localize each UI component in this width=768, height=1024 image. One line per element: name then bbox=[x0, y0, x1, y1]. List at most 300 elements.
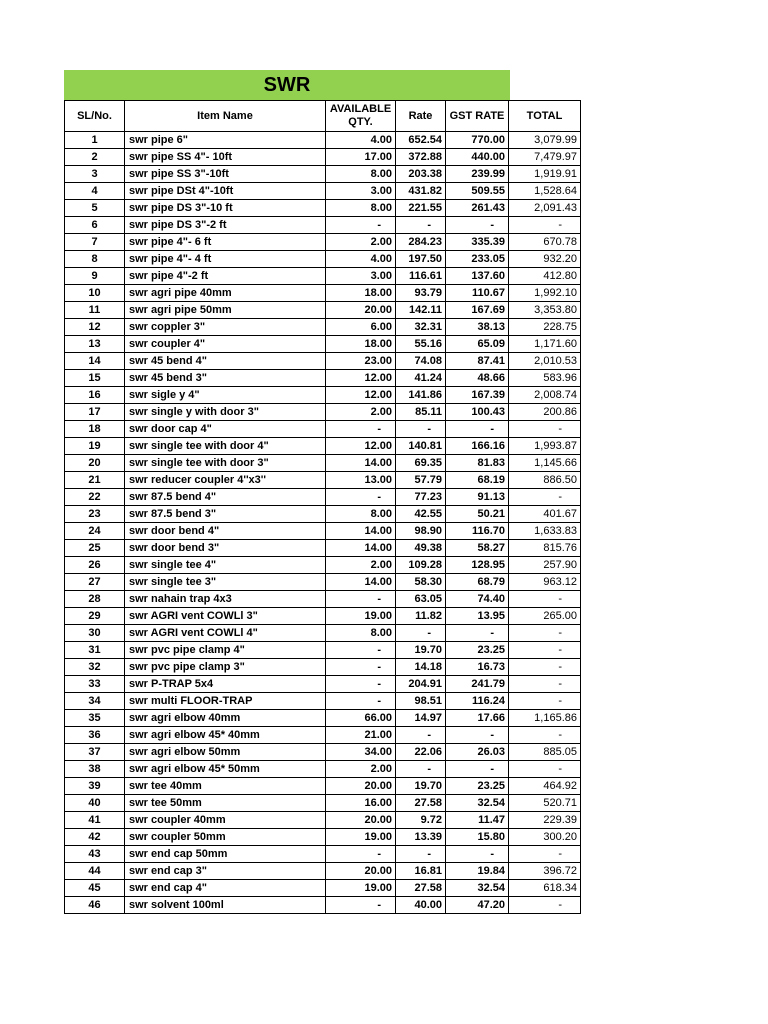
table-row bbox=[65, 234, 581, 251]
rate-cell: 27.58 bbox=[396, 880, 446, 897]
rate-cell: 13.39 bbox=[396, 829, 446, 846]
qty-cell: 3.00 bbox=[326, 183, 396, 200]
sl-no-cell: 12 bbox=[65, 319, 125, 336]
rate-cell: 9.72 bbox=[396, 812, 446, 829]
gst-rate-cell: 261.43 bbox=[446, 200, 509, 217]
qty-cell: 2.00 bbox=[326, 234, 396, 251]
qty-cell: 20.00 bbox=[326, 302, 396, 319]
qty-cell: - bbox=[326, 421, 396, 438]
gst-rate-cell: 110.67 bbox=[446, 285, 509, 302]
item-name-cell: swr agri elbow 45* 50mm bbox=[125, 761, 326, 778]
item-name-cell: swr end cap 50mm bbox=[125, 846, 326, 863]
sl-no-cell: 46 bbox=[65, 897, 125, 914]
gst-rate-cell: 38.13 bbox=[446, 319, 509, 336]
sl-no-cell: 44 bbox=[65, 863, 125, 880]
rate-cell: - bbox=[396, 625, 446, 642]
table-body bbox=[65, 132, 581, 914]
rate-cell: 85.11 bbox=[396, 404, 446, 421]
table-row bbox=[65, 659, 581, 676]
table-row bbox=[65, 829, 581, 846]
total-cell: 1,919.91 bbox=[509, 166, 581, 183]
item-name-cell: swr AGRI vent COWLl 3" bbox=[125, 608, 326, 625]
item-name-cell: swr 87.5 bend 3" bbox=[125, 506, 326, 523]
sl-no-cell: 6 bbox=[65, 217, 125, 234]
sl-no-cell: 35 bbox=[65, 710, 125, 727]
item-name-cell: swr end cap 4" bbox=[125, 880, 326, 897]
gst-rate-cell: - bbox=[446, 217, 509, 234]
sl-no-cell: 17 bbox=[65, 404, 125, 421]
rate-cell: 141.86 bbox=[396, 387, 446, 404]
qty-cell: 2.00 bbox=[326, 761, 396, 778]
gst-rate-cell: 68.19 bbox=[446, 472, 509, 489]
table-row bbox=[65, 880, 581, 897]
item-name-cell: swr agri elbow 50mm bbox=[125, 744, 326, 761]
rate-cell: 16.81 bbox=[396, 863, 446, 880]
rate-cell: 19.70 bbox=[396, 642, 446, 659]
table-row bbox=[65, 200, 581, 217]
rate-cell: - bbox=[396, 761, 446, 778]
item-name-cell: swr pipe DS 3"-10 ft bbox=[125, 200, 326, 217]
total-cell: 1,171.60 bbox=[509, 336, 581, 353]
sl-no-cell: 20 bbox=[65, 455, 125, 472]
rate-cell: 40.00 bbox=[396, 897, 446, 914]
qty-cell: - bbox=[326, 846, 396, 863]
table-row bbox=[65, 353, 581, 370]
item-name-cell: swr single tee 4" bbox=[125, 557, 326, 574]
item-name-cell: swr end cap 3" bbox=[125, 863, 326, 880]
item-name-cell: swr single y with door 3" bbox=[125, 404, 326, 421]
total-cell: - bbox=[509, 693, 581, 710]
total-cell: 1,993.87 bbox=[509, 438, 581, 455]
sl-no-cell: 11 bbox=[65, 302, 125, 319]
qty-cell: 8.00 bbox=[326, 506, 396, 523]
table-row bbox=[65, 370, 581, 387]
sl-no-cell: 40 bbox=[65, 795, 125, 812]
item-name-cell: swr coupler 40mm bbox=[125, 812, 326, 829]
sl-no-cell: 8 bbox=[65, 251, 125, 268]
rate-cell: 27.58 bbox=[396, 795, 446, 812]
rate-cell: 14.97 bbox=[396, 710, 446, 727]
gst-rate-cell: 509.55 bbox=[446, 183, 509, 200]
qty-cell: - bbox=[326, 591, 396, 608]
rate-cell: 41.24 bbox=[396, 370, 446, 387]
sheet-title-text: SWR bbox=[263, 73, 311, 96]
rate-cell: 55.16 bbox=[396, 336, 446, 353]
sl-no-cell: 14 bbox=[65, 353, 125, 370]
qty-cell: 18.00 bbox=[326, 285, 396, 302]
gst-rate-cell: 770.00 bbox=[446, 132, 509, 149]
qty-cell: 17.00 bbox=[326, 149, 396, 166]
total-cell: 3,353.80 bbox=[509, 302, 581, 319]
qty-cell: 21.00 bbox=[326, 727, 396, 744]
item-name-cell: swr single tee with door 4" bbox=[125, 438, 326, 455]
rate-cell: 42.55 bbox=[396, 506, 446, 523]
rate-cell: 140.81 bbox=[396, 438, 446, 455]
table-row bbox=[65, 710, 581, 727]
total-cell: 520.71 bbox=[509, 795, 581, 812]
item-name-cell: swr coupler 4" bbox=[125, 336, 326, 353]
gst-rate-cell: 440.00 bbox=[446, 149, 509, 166]
qty-cell: 14.00 bbox=[326, 540, 396, 557]
table-row bbox=[65, 506, 581, 523]
table-row bbox=[65, 625, 581, 642]
table-row bbox=[65, 268, 581, 285]
sl-no-cell: 3 bbox=[65, 166, 125, 183]
table-row bbox=[65, 285, 581, 302]
total-cell: 228.75 bbox=[509, 319, 581, 336]
sl-no-cell: 29 bbox=[65, 608, 125, 625]
gst-rate-cell: - bbox=[446, 421, 509, 438]
header-sl-no: SL/No. bbox=[65, 101, 125, 132]
qty-cell: - bbox=[326, 489, 396, 506]
gst-rate-cell: 241.79 bbox=[446, 676, 509, 693]
qty-cell: 2.00 bbox=[326, 557, 396, 574]
table-row bbox=[65, 421, 581, 438]
table-row bbox=[65, 744, 581, 761]
total-cell: 583.96 bbox=[509, 370, 581, 387]
gst-rate-cell: 26.03 bbox=[446, 744, 509, 761]
qty-cell: 6.00 bbox=[326, 319, 396, 336]
header-available-qty: AVAILABLE QTY. bbox=[326, 101, 396, 132]
item-name-cell: swr reducer coupler 4''x3'' bbox=[125, 472, 326, 489]
header-gst-rate: GST RATE bbox=[446, 101, 509, 132]
qty-cell: 12.00 bbox=[326, 387, 396, 404]
item-name-cell: swr pvc pipe clamp 4" bbox=[125, 642, 326, 659]
rate-cell: - bbox=[396, 727, 446, 744]
gst-rate-cell: 128.95 bbox=[446, 557, 509, 574]
rate-cell: 203.38 bbox=[396, 166, 446, 183]
item-name-cell: swr door bend 4" bbox=[125, 523, 326, 540]
sl-no-cell: 19 bbox=[65, 438, 125, 455]
item-name-cell: swr agri pipe 40mm bbox=[125, 285, 326, 302]
total-cell: 885.05 bbox=[509, 744, 581, 761]
table-row bbox=[65, 336, 581, 353]
item-name-cell: swr single tee with door 3" bbox=[125, 455, 326, 472]
item-name-cell: swr pipe DSt 4"-10ft bbox=[125, 183, 326, 200]
qty-cell: 13.00 bbox=[326, 472, 396, 489]
item-name-cell: swr agri elbow 45* 40mm bbox=[125, 727, 326, 744]
item-name-cell: swr door bend 3" bbox=[125, 540, 326, 557]
sl-no-cell: 24 bbox=[65, 523, 125, 540]
qty-cell: 20.00 bbox=[326, 812, 396, 829]
rate-cell: 142.11 bbox=[396, 302, 446, 319]
gst-rate-cell: 167.69 bbox=[446, 302, 509, 319]
table-row bbox=[65, 642, 581, 659]
rate-cell: 431.82 bbox=[396, 183, 446, 200]
table-row bbox=[65, 472, 581, 489]
table-row bbox=[65, 540, 581, 557]
total-cell: 963.12 bbox=[509, 574, 581, 591]
gst-rate-cell: 16.73 bbox=[446, 659, 509, 676]
header-item-name: Item Name bbox=[125, 101, 326, 132]
gst-rate-cell: 81.83 bbox=[446, 455, 509, 472]
sl-no-cell: 5 bbox=[65, 200, 125, 217]
total-cell: 1,633.83 bbox=[509, 523, 581, 540]
table-row bbox=[65, 183, 581, 200]
table-row bbox=[65, 489, 581, 506]
total-cell: 1,145.66 bbox=[509, 455, 581, 472]
spreadsheet bbox=[64, 70, 581, 914]
table-row bbox=[65, 897, 581, 914]
sl-no-cell: 41 bbox=[65, 812, 125, 829]
sheet-title bbox=[64, 70, 510, 100]
item-name-cell: swr P-TRAP 5x4 bbox=[125, 676, 326, 693]
item-name-cell: swr pipe SS 4"- 10ft bbox=[125, 149, 326, 166]
sl-no-cell: 18 bbox=[65, 421, 125, 438]
items-table bbox=[64, 100, 581, 914]
total-cell: 300.20 bbox=[509, 829, 581, 846]
rate-cell: 22.06 bbox=[396, 744, 446, 761]
qty-cell: 19.00 bbox=[326, 880, 396, 897]
header-total: TOTAL bbox=[509, 101, 581, 132]
gst-rate-cell: 87.41 bbox=[446, 353, 509, 370]
gst-rate-cell: 166.16 bbox=[446, 438, 509, 455]
item-name-cell: swr tee 50mm bbox=[125, 795, 326, 812]
sl-no-cell: 2 bbox=[65, 149, 125, 166]
qty-cell: 20.00 bbox=[326, 778, 396, 795]
total-cell: - bbox=[509, 659, 581, 676]
total-cell: 7,479.97 bbox=[509, 149, 581, 166]
qty-cell: 66.00 bbox=[326, 710, 396, 727]
total-cell: - bbox=[509, 676, 581, 693]
item-name-cell: swr tee 40mm bbox=[125, 778, 326, 795]
rate-cell: 19.70 bbox=[396, 778, 446, 795]
gst-rate-cell: 32.54 bbox=[446, 880, 509, 897]
qty-cell: 20.00 bbox=[326, 863, 396, 880]
gst-rate-cell: 15.80 bbox=[446, 829, 509, 846]
sl-no-cell: 32 bbox=[65, 659, 125, 676]
table-row bbox=[65, 778, 581, 795]
total-cell: 2,010.53 bbox=[509, 353, 581, 370]
rate-cell: 98.90 bbox=[396, 523, 446, 540]
sl-no-cell: 42 bbox=[65, 829, 125, 846]
sl-no-cell: 22 bbox=[65, 489, 125, 506]
gst-rate-cell: 13.95 bbox=[446, 608, 509, 625]
total-cell: 886.50 bbox=[509, 472, 581, 489]
gst-rate-cell: 100.43 bbox=[446, 404, 509, 421]
item-name-cell: swr pipe DS 3"-2 ft bbox=[125, 217, 326, 234]
gst-rate-cell: 239.99 bbox=[446, 166, 509, 183]
item-name-cell: swr pipe SS 3"-10ft bbox=[125, 166, 326, 183]
total-cell: - bbox=[509, 591, 581, 608]
qty-cell: - bbox=[326, 659, 396, 676]
gst-rate-cell: 17.66 bbox=[446, 710, 509, 727]
sl-no-cell: 13 bbox=[65, 336, 125, 353]
qty-cell: 18.00 bbox=[326, 336, 396, 353]
table-row bbox=[65, 438, 581, 455]
sl-no-cell: 26 bbox=[65, 557, 125, 574]
sl-no-cell: 36 bbox=[65, 727, 125, 744]
gst-rate-cell: 116.70 bbox=[446, 523, 509, 540]
rate-cell: 284.23 bbox=[396, 234, 446, 251]
sl-no-cell: 25 bbox=[65, 540, 125, 557]
table-row bbox=[65, 557, 581, 574]
sl-no-cell: 38 bbox=[65, 761, 125, 778]
total-cell: - bbox=[509, 897, 581, 914]
rate-cell: 32.31 bbox=[396, 319, 446, 336]
header-rate: Rate bbox=[396, 101, 446, 132]
total-cell: 1,165.86 bbox=[509, 710, 581, 727]
header-row bbox=[65, 101, 581, 132]
gst-rate-cell: 32.54 bbox=[446, 795, 509, 812]
total-cell: 2,008.74 bbox=[509, 387, 581, 404]
table-row bbox=[65, 166, 581, 183]
rate-cell: 109.28 bbox=[396, 557, 446, 574]
item-name-cell: swr nahain trap 4x3 bbox=[125, 591, 326, 608]
rate-cell: 11.82 bbox=[396, 608, 446, 625]
total-cell: 932.20 bbox=[509, 251, 581, 268]
total-cell: - bbox=[509, 489, 581, 506]
rate-cell: 197.50 bbox=[396, 251, 446, 268]
total-cell: 2,091.43 bbox=[509, 200, 581, 217]
qty-cell: 34.00 bbox=[326, 744, 396, 761]
total-cell: 265.00 bbox=[509, 608, 581, 625]
gst-rate-cell: 58.27 bbox=[446, 540, 509, 557]
table-row bbox=[65, 812, 581, 829]
item-name-cell: swr pipe 4"- 6 ft bbox=[125, 234, 326, 251]
table-row bbox=[65, 523, 581, 540]
qty-cell: 8.00 bbox=[326, 625, 396, 642]
total-cell: 200.86 bbox=[509, 404, 581, 421]
total-cell: 229.39 bbox=[509, 812, 581, 829]
qty-cell: - bbox=[326, 217, 396, 234]
rate-cell: 652.54 bbox=[396, 132, 446, 149]
qty-cell: 2.00 bbox=[326, 404, 396, 421]
item-name-cell: swr pipe 4"-2 ft bbox=[125, 268, 326, 285]
item-name-cell: swr door cap 4" bbox=[125, 421, 326, 438]
rate-cell: 93.79 bbox=[396, 285, 446, 302]
sl-no-cell: 30 bbox=[65, 625, 125, 642]
gst-rate-cell: 233.05 bbox=[446, 251, 509, 268]
table-row bbox=[65, 149, 581, 166]
qty-cell: 8.00 bbox=[326, 200, 396, 217]
sl-no-cell: 28 bbox=[65, 591, 125, 608]
gst-rate-cell: 116.24 bbox=[446, 693, 509, 710]
gst-rate-cell: 167.39 bbox=[446, 387, 509, 404]
item-name-cell: swr sigle y 4" bbox=[125, 387, 326, 404]
sl-no-cell: 15 bbox=[65, 370, 125, 387]
total-cell: - bbox=[509, 642, 581, 659]
gst-rate-cell: 74.40 bbox=[446, 591, 509, 608]
sl-no-cell: 7 bbox=[65, 234, 125, 251]
rate-cell: - bbox=[396, 846, 446, 863]
sl-no-cell: 4 bbox=[65, 183, 125, 200]
rate-cell: 57.79 bbox=[396, 472, 446, 489]
item-name-cell: swr 45 bend 4" bbox=[125, 353, 326, 370]
item-name-cell: swr multi FLOOR-TRAP bbox=[125, 693, 326, 710]
table-row bbox=[65, 455, 581, 472]
gst-rate-cell: - bbox=[446, 846, 509, 863]
total-cell: 3,079.99 bbox=[509, 132, 581, 149]
gst-rate-cell: 91.13 bbox=[446, 489, 509, 506]
sl-no-cell: 33 bbox=[65, 676, 125, 693]
item-name-cell: swr pipe 6" bbox=[125, 132, 326, 149]
rate-cell: 98.51 bbox=[396, 693, 446, 710]
gst-rate-cell: - bbox=[446, 727, 509, 744]
table-row bbox=[65, 846, 581, 863]
qty-cell: 12.00 bbox=[326, 370, 396, 387]
gst-rate-cell: 335.39 bbox=[446, 234, 509, 251]
gst-rate-cell: 48.66 bbox=[446, 370, 509, 387]
table-row bbox=[65, 387, 581, 404]
total-cell: - bbox=[509, 421, 581, 438]
table-row bbox=[65, 761, 581, 778]
table-row bbox=[65, 693, 581, 710]
total-cell: - bbox=[509, 761, 581, 778]
sl-no-cell: 10 bbox=[65, 285, 125, 302]
total-cell: 618.34 bbox=[509, 880, 581, 897]
gst-rate-cell: 65.09 bbox=[446, 336, 509, 353]
sl-no-cell: 43 bbox=[65, 846, 125, 863]
qty-cell: 19.00 bbox=[326, 829, 396, 846]
qty-cell: 4.00 bbox=[326, 132, 396, 149]
table-row bbox=[65, 404, 581, 421]
qty-cell: - bbox=[326, 897, 396, 914]
sl-no-cell: 23 bbox=[65, 506, 125, 523]
qty-cell: 14.00 bbox=[326, 574, 396, 591]
gst-rate-cell: 11.47 bbox=[446, 812, 509, 829]
qty-cell: 23.00 bbox=[326, 353, 396, 370]
rate-cell: 372.88 bbox=[396, 149, 446, 166]
item-name-cell: swr 87.5 bend 4" bbox=[125, 489, 326, 506]
table-row bbox=[65, 251, 581, 268]
qty-cell: - bbox=[326, 642, 396, 659]
gst-rate-cell: 47.20 bbox=[446, 897, 509, 914]
table-row bbox=[65, 319, 581, 336]
rate-cell: 58.30 bbox=[396, 574, 446, 591]
item-name-cell: swr solvent 100ml bbox=[125, 897, 326, 914]
gst-rate-cell: 23.25 bbox=[446, 778, 509, 795]
rate-cell: 69.35 bbox=[396, 455, 446, 472]
qty-cell: - bbox=[326, 676, 396, 693]
sl-no-cell: 45 bbox=[65, 880, 125, 897]
total-cell: 670.78 bbox=[509, 234, 581, 251]
sl-no-cell: 37 bbox=[65, 744, 125, 761]
sl-no-cell: 21 bbox=[65, 472, 125, 489]
rate-cell: 204.91 bbox=[396, 676, 446, 693]
table-row bbox=[65, 591, 581, 608]
table-row bbox=[65, 217, 581, 234]
item-name-cell: swr pipe 4"- 4 ft bbox=[125, 251, 326, 268]
table-row bbox=[65, 574, 581, 591]
sl-no-cell: 39 bbox=[65, 778, 125, 795]
qty-cell: - bbox=[326, 693, 396, 710]
table-row bbox=[65, 727, 581, 744]
rate-cell: 74.08 bbox=[396, 353, 446, 370]
rate-cell: 77.23 bbox=[396, 489, 446, 506]
item-name-cell: swr pvc pipe clamp 3" bbox=[125, 659, 326, 676]
table-row bbox=[65, 795, 581, 812]
item-name-cell: swr single tee 3" bbox=[125, 574, 326, 591]
table-row bbox=[65, 302, 581, 319]
item-name-cell: swr agri pipe 50mm bbox=[125, 302, 326, 319]
rate-cell: 49.38 bbox=[396, 540, 446, 557]
total-cell: 1,992.10 bbox=[509, 285, 581, 302]
total-cell: 1,528.64 bbox=[509, 183, 581, 200]
sl-no-cell: 27 bbox=[65, 574, 125, 591]
rate-cell: 221.55 bbox=[396, 200, 446, 217]
sl-no-cell: 16 bbox=[65, 387, 125, 404]
table-row bbox=[65, 132, 581, 149]
qty-cell: 12.00 bbox=[326, 438, 396, 455]
qty-cell: 3.00 bbox=[326, 268, 396, 285]
item-name-cell: swr agri elbow 40mm bbox=[125, 710, 326, 727]
item-name-cell: swr coupler 50mm bbox=[125, 829, 326, 846]
total-cell: 396.72 bbox=[509, 863, 581, 880]
qty-cell: 16.00 bbox=[326, 795, 396, 812]
total-cell: - bbox=[509, 727, 581, 744]
qty-cell: 14.00 bbox=[326, 455, 396, 472]
